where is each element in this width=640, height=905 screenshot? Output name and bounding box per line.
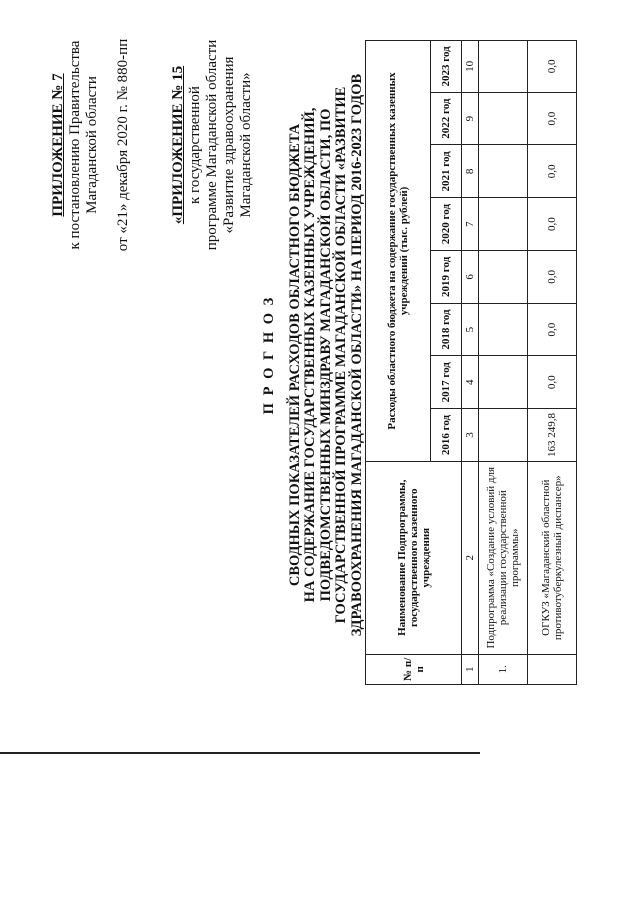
original-appendix-line: к государственной — [187, 86, 203, 204]
col-number: 2 — [462, 461, 479, 654]
original-appendix-title: «ПРИЛОЖЕНИЕ № 15 — [170, 65, 186, 225]
row-name: ОГКУЗ «Магаданский областной противотуберкулезный диспансер» — [528, 461, 577, 654]
row-value: 0,0 — [528, 92, 577, 145]
row-value: 0,0 — [528, 250, 577, 303]
col-number: 8 — [462, 145, 479, 198]
col-header-year: 2019 год — [431, 250, 462, 303]
document-title-line: СВОДНЫХ ПОКАЗАТЕЛЕЙ РАСХОДОВ ОБЛАСТНОГО БЮДЖЕТА — [286, 123, 303, 587]
row-value — [479, 250, 528, 303]
row-value: 0,0 — [528, 303, 577, 356]
row-value — [479, 198, 528, 251]
appendix-line: Магаданской области — [84, 76, 100, 214]
appendix-line: к постановлению Правительства — [67, 40, 83, 250]
col-header-year: 2018 год — [431, 303, 462, 356]
document-title — [262, 35, 365, 675]
original-appendix-header — [170, 25, 255, 265]
row-value — [479, 92, 528, 145]
col-header-year: 2023 год — [431, 41, 462, 93]
row-value — [479, 303, 528, 356]
row-value: 163 249,8 — [528, 409, 577, 462]
col-number: 6 — [462, 250, 479, 303]
table-row — [479, 41, 528, 685]
col-number: 7 — [462, 198, 479, 251]
table-row — [528, 41, 577, 685]
col-header-year: 2016 год — [431, 409, 462, 462]
row-value — [479, 409, 528, 462]
original-appendix-line: Магаданской области» — [238, 72, 254, 218]
horizontal-rule — [0, 752, 480, 754]
row-value — [479, 356, 528, 409]
row-value: 0,0 — [528, 145, 577, 198]
row-value — [479, 145, 528, 198]
row-value — [479, 41, 528, 93]
original-appendix-line: «Развитие здравоохранения — [221, 56, 237, 234]
row-num — [528, 654, 577, 684]
document-title-line: ЗДРАВООХРАНЕНИЯ МАГАДАНСКОЙ ОБЛАСТИ» НА ПЕРИОД 2016-2023 ГОДОВ — [348, 73, 365, 637]
col-header-year: 2020 год — [431, 198, 462, 251]
row-name: Подпрограмма «Создание условий для реализации государственной программы» — [479, 461, 528, 654]
col-header-name: Наименование Подпрограммы, государственного казенного учреждения — [366, 461, 462, 654]
col-number: 1 — [462, 654, 479, 684]
document-heading: П Р О Г Н О З — [261, 295, 277, 415]
expenses-table — [365, 40, 577, 685]
row-value: 0,0 — [528, 41, 577, 93]
document-title-line: НА СОДЕРЖАНИЕ ГОСУДАРСТВЕННЫХ КАЗЕННЫХ УЧРЕЖДЕНИЙ, — [302, 107, 318, 603]
appendix-header — [50, 25, 132, 265]
table-colnum-row — [462, 41, 479, 685]
original-appendix-line: программе Магаданской области — [204, 39, 220, 251]
col-number: 9 — [462, 92, 479, 145]
col-number: 5 — [462, 303, 479, 356]
document-title-line: ПОДВЕДОМСТВЕННЫХ МИНЗДРАВУ МАГАДАНСКОЙ ОБЛАСТИ, ПО — [317, 108, 334, 602]
appendix-date-line: от «21» декабря 2020 г. № 880-пп — [115, 38, 131, 252]
col-header-num: № п/п — [366, 654, 462, 684]
col-number: 3 — [462, 409, 479, 462]
row-num: 1. — [479, 654, 528, 684]
table-header-row — [366, 41, 431, 685]
col-header-year: 2022 год — [431, 92, 462, 145]
row-value: 0,0 — [528, 198, 577, 251]
appendix-title: ПРИЛОЖЕНИЕ № 7 — [50, 73, 66, 217]
document-title-line: ГОСУДАРСТВЕННОЙ ПРОГРАММЕ МАГАДАНСКОЙ ОБЛАСТИ «РАЗВИТИЕ — [333, 86, 349, 624]
col-number: 10 — [462, 41, 479, 93]
col-header-year: 2017 год — [431, 356, 462, 409]
col-header-year: 2021 год — [431, 145, 462, 198]
row-value: 0,0 — [528, 356, 577, 409]
col-header-group: Расходы областного бюджета на содержание государственных казенных учреждений (тыс. рублей) — [366, 41, 431, 462]
col-number: 4 — [462, 356, 479, 409]
